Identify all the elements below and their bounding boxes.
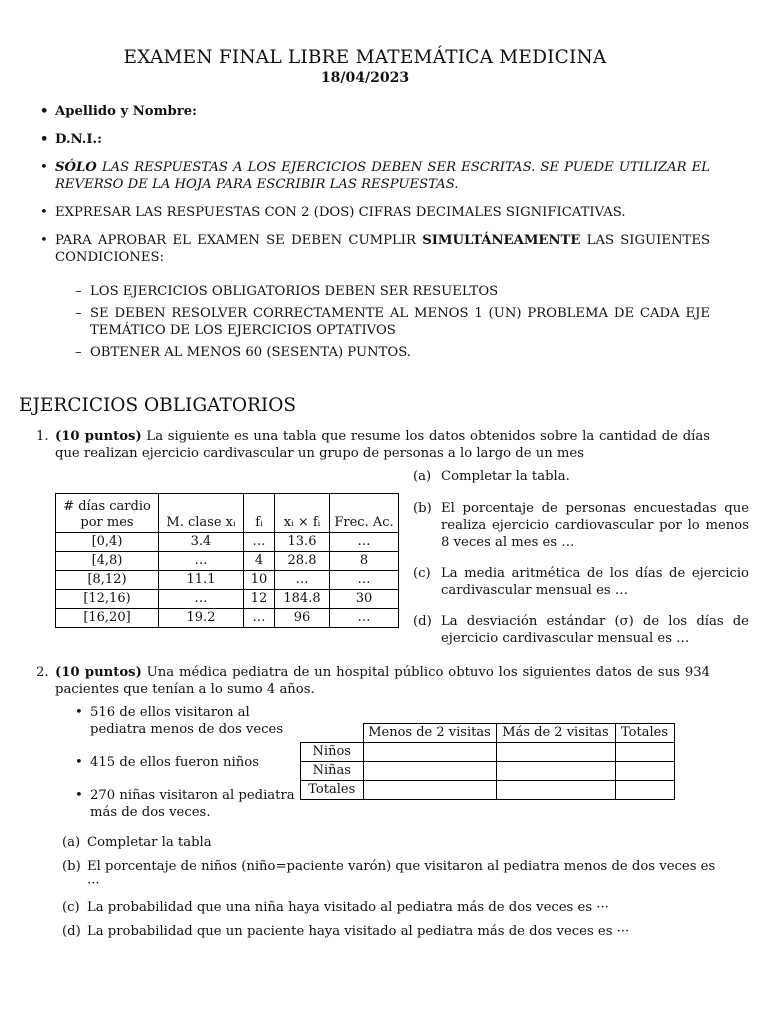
fact-item: • 415 de ellos fueron niños <box>75 754 300 771</box>
option-item <box>62 858 722 892</box>
table-header-row <box>301 724 675 743</box>
table-cell[interactable] <box>363 762 496 781</box>
solo-rest: LAS RESPUESTAS A LOS EJERCICIOS DEBEN SER ESCRITAS. SE PUEDE UTILIZAR EL REVERSO DE LA HOJA PARA ESCRIBIR LAS RESPUESTAS. <box>55 160 710 192</box>
header-xi-fi: xᵢ × fᵢ <box>275 494 330 533</box>
table-row <box>56 609 399 628</box>
fact-item: • 516 de ellos visitaron al pediatra menos de dos veces <box>75 704 300 738</box>
exercise-2-statement <box>36 664 710 698</box>
header-class-mark: M. clase xᵢ <box>159 494 244 533</box>
header-more-2: Más de 2 visitas <box>496 724 615 743</box>
table-row <box>56 590 399 609</box>
table-cell[interactable] <box>363 743 496 762</box>
table-cell[interactable] <box>615 762 674 781</box>
conditions-list <box>75 283 710 361</box>
table-cell: 4 <box>244 552 275 571</box>
header-fi: fᵢ <box>244 494 275 533</box>
option-item <box>62 899 722 916</box>
exercise-1-options <box>413 468 749 661</box>
frequency-table <box>55 493 399 628</box>
option-label: (c) <box>413 566 431 581</box>
option-label: (d) <box>413 614 432 629</box>
instruction-decimals: • EXPRESAR LAS RESPUESTAS CON 2 (DOS) CIFRAS DECIMALES SIGNIFICATIVAS. <box>40 204 710 221</box>
table-cell: [0,4) <box>56 533 159 552</box>
header-days: # días cardio por mes <box>56 494 159 533</box>
option-label: (d) <box>62 924 81 939</box>
table-cell[interactable] <box>615 743 674 762</box>
exercise-text: Una médica pediatra de un hospital público obtuvo los siguientes datos de sus 934 pacientes que tenían a lo sumo 4 años. <box>55 665 710 697</box>
exercise-1-statement <box>36 428 710 462</box>
table-cell: … <box>159 590 244 609</box>
table-cell: … <box>330 571 399 590</box>
option-label: (b) <box>62 859 81 874</box>
table-cell: … <box>159 552 244 571</box>
table-cell[interactable] <box>496 781 615 800</box>
table-cell: … <box>244 609 275 628</box>
option-label: (a) <box>62 835 81 850</box>
option-label: (a) <box>413 469 432 484</box>
option-text: La media aritmética de los días de ejercicio cardivascular mensual es … <box>441 566 749 598</box>
table-cell: 96 <box>275 609 330 628</box>
table-cell: 184.8 <box>275 590 330 609</box>
table-cell: [16,20] <box>56 609 159 628</box>
condition-item: – OBTENER AL MENOS 60 (SESENTA) PUNTOS. <box>75 344 710 361</box>
section-title: EJERCICIOS OBLIGATORIOS <box>19 395 297 416</box>
name-field-label: • Apellido y Nombre: <box>40 103 710 120</box>
option-text: Completar la tabla <box>87 835 212 850</box>
solo-emphasis: SÓLO <box>55 160 97 175</box>
instruction-answers-only <box>40 159 710 193</box>
exercise-number: 2. <box>36 665 49 680</box>
exercise-2-options <box>62 834 722 947</box>
table-cell[interactable] <box>363 781 496 800</box>
contingency-table <box>300 723 675 800</box>
table-cell: 28.8 <box>275 552 330 571</box>
table-cell: … <box>330 533 399 552</box>
option-item <box>413 565 749 599</box>
exercise-text: La siguiente es una tabla que resume los datos obtenidos sobre la cantidad de días que realizan ejercicio cardivascular un grupo de personas a lo largo de un mes <box>55 429 710 461</box>
table-cell: 30 <box>330 590 399 609</box>
option-item <box>413 468 749 485</box>
exam-title: EXAMEN FINAL LIBRE MATEMÁTICA MEDICINA <box>123 47 607 68</box>
table-row <box>56 533 399 552</box>
table-row <box>301 762 675 781</box>
table-cell: [12,16) <box>56 590 159 609</box>
table-row <box>56 552 399 571</box>
approval-emphasis: SIMULTÁNEAMENTE <box>422 233 581 248</box>
table-row <box>301 781 675 800</box>
option-text: La probabilidad que una niña haya visitado al pediatra más de dos veces es ··· <box>87 900 609 915</box>
table-cell: 10 <box>244 571 275 590</box>
table-cell: … <box>330 609 399 628</box>
option-text: El porcentaje de personas encuestadas que realiza ejercicio cardiovascular por lo menos 8 veces al mes es … <box>441 501 749 550</box>
dni-field-label: • D.N.I.: <box>40 131 710 148</box>
table-cell: … <box>244 533 275 552</box>
row-label: Totales <box>301 781 364 800</box>
table-cell: 11.1 <box>159 571 244 590</box>
option-item <box>413 613 749 647</box>
row-label: Niñas <box>301 762 364 781</box>
exercise-points: (10 puntos) <box>55 665 142 680</box>
approval-post: LAS SIGUIENTES CONDICIONES: <box>55 233 710 265</box>
condition-item: – SE DEBEN RESOLVER CORRECTAMENTE AL MENOS 1 (UN) PROBLEMA DE CADA EJE TEMÁTICO DE LOS EJERCICIOS OPTATIVOS <box>75 305 710 339</box>
instructions-list <box>40 103 710 372</box>
option-text: Completar la tabla. <box>441 469 570 484</box>
empty-corner <box>301 724 364 743</box>
option-item <box>62 923 722 940</box>
table-header-row <box>56 494 399 533</box>
table-cell: 3.4 <box>159 533 244 552</box>
option-label: (b) <box>413 501 432 516</box>
table-cell: 19.2 <box>159 609 244 628</box>
condition-item: – LOS EJERCICIOS OBLIGATORIOS DEBEN SER RESUELTOS <box>75 283 710 300</box>
exercise-number: 1. <box>36 429 49 444</box>
table-cell: [8,12) <box>56 571 159 590</box>
table-cell[interactable] <box>496 743 615 762</box>
table-cell[interactable] <box>496 762 615 781</box>
table-row <box>56 571 399 590</box>
header-cum-freq: Frec. Ac. <box>330 494 399 533</box>
table-cell: … <box>275 571 330 590</box>
header-less-2: Menos de 2 visitas <box>363 724 496 743</box>
table-cell: 8 <box>330 552 399 571</box>
table-cell[interactable] <box>615 781 674 800</box>
table-row <box>301 743 675 762</box>
table-cell: 12 <box>244 590 275 609</box>
option-item <box>413 500 749 551</box>
table-cell: [4,8) <box>56 552 159 571</box>
option-label: (c) <box>62 900 80 915</box>
approval-pre: PARA APROBAR EL EXAMEN SE DEBEN CUMPLIR <box>55 233 423 248</box>
option-text: La desviación estándar (σ) de los días de ejercicio cardivascular mensual es … <box>441 614 749 646</box>
option-text: El porcentaje de niños (niño=paciente varón) que visitaron al pediatra menos de dos veces es ··· <box>87 859 716 891</box>
table-cell: 13.6 <box>275 533 330 552</box>
option-item <box>62 834 722 851</box>
row-label: Niños <box>301 743 364 762</box>
header-totals: Totales <box>615 724 674 743</box>
exam-date: 18/04/2023 <box>320 70 410 86</box>
instruction-approval <box>40 232 710 361</box>
exercise-points: (10 puntos) <box>55 429 142 444</box>
option-text: La probabilidad que un paciente haya visitado al pediatra más de dos veces es ··· <box>87 924 630 939</box>
exercise-2-facts <box>75 704 300 837</box>
fact-item: • 270 niñas visitaron al pediatra más de dos veces. <box>75 787 300 821</box>
